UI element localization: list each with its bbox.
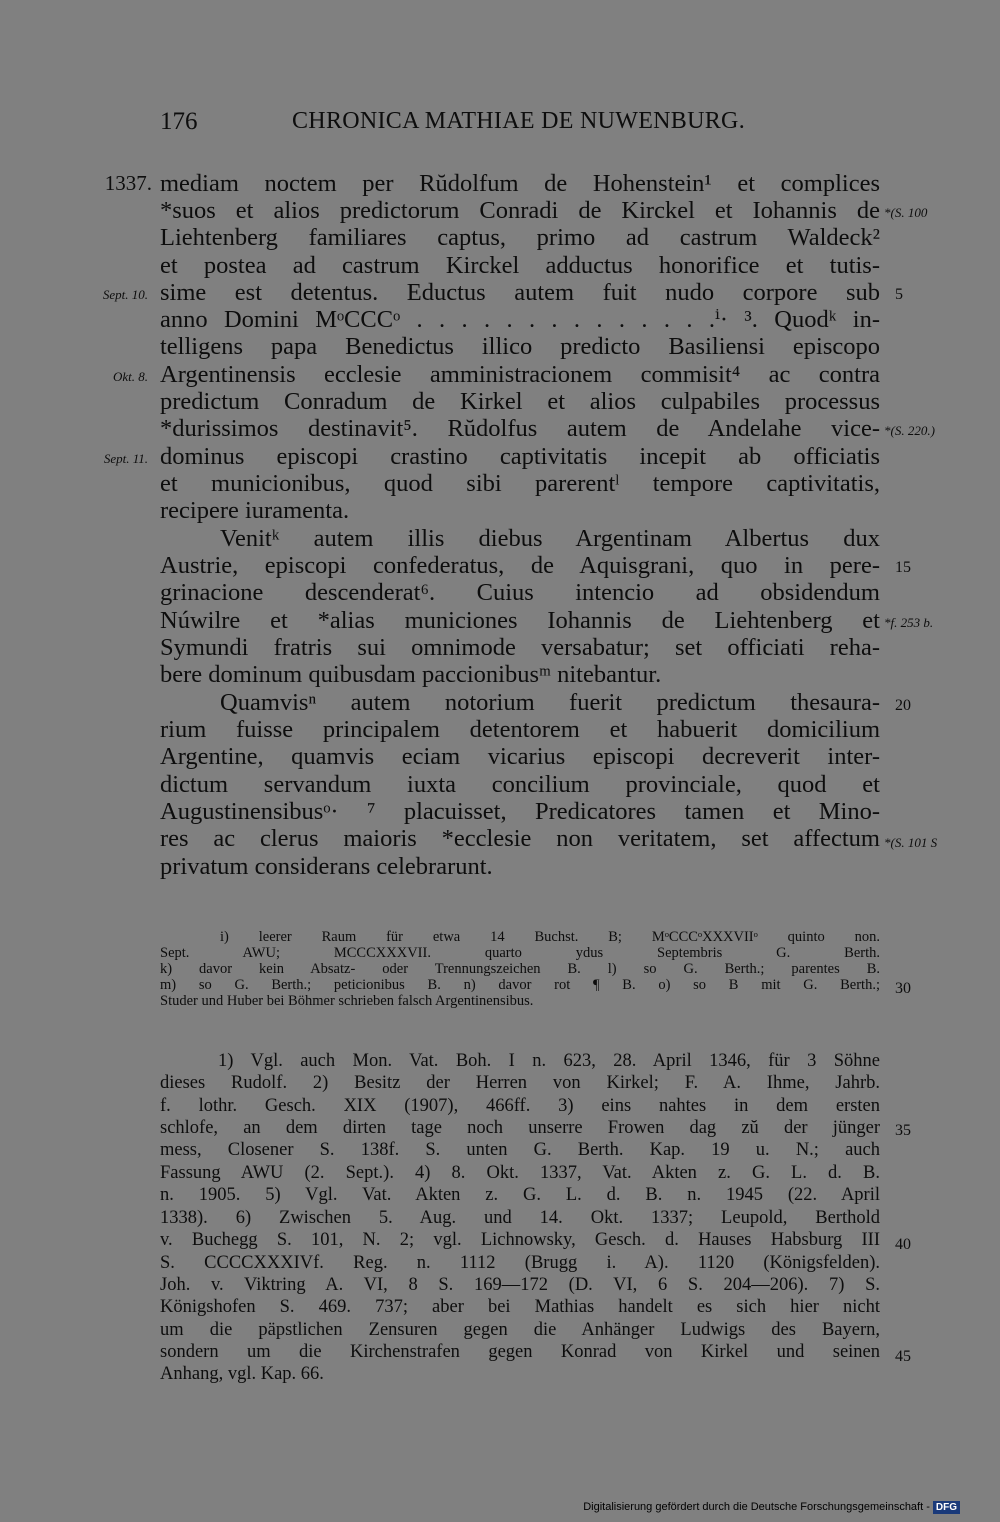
main-text-line: dominus episcopi crastino captivitatis incepit ab officiatis xyxy=(160,443,880,470)
running-header xyxy=(160,108,880,138)
commentary-note-line: sondern um die Kirchenstrafen gegen Konrad von Kirkel und seinen xyxy=(160,1342,880,1362)
main-text-line: bere dominum quibusdam paccionibusᵐ nitebantur. xyxy=(160,661,662,688)
main-text-line: recipere iuramenta. xyxy=(160,497,350,524)
main-text-line: Argentinensis ecclesie amministracionem commisit⁴ ac contra xyxy=(160,361,880,388)
commentary-note-line: Fassung AWU (2. Sept.). 4) 8. Okt. 1337, Vat. Akten z. G. L. d. B. xyxy=(160,1163,880,1183)
line-number: 45 xyxy=(895,1348,911,1365)
line-number: 5 xyxy=(895,286,903,303)
commentary-note-line: mess, Closener S. 138f. S. unten G. Berth. Kap. 19 u. N.; auch xyxy=(160,1140,880,1160)
credit-text: Digitalisierung gefördert durch die Deutsche Forschungsgemeinschaft - xyxy=(583,1501,930,1513)
margin-reference: *(S. 100 xyxy=(884,205,928,220)
main-text-line: predictum Conradum de Kirkel et alios culpabiles processus xyxy=(160,388,880,415)
margin-reference: *(S. 101 S xyxy=(884,835,938,850)
commentary-note-line: Anhang, vgl. Kap. 66. xyxy=(160,1364,324,1384)
commentary-note-line: um die päpstlichen Zensuren gegen die Anhänger Ludwigs des Bayern, xyxy=(160,1320,880,1340)
margin-reference: *(S. 220.) xyxy=(884,423,935,438)
line-number: 35 xyxy=(895,1122,911,1139)
main-text-line: privatum considerans celebrarunt. xyxy=(160,853,493,880)
line-number: 30 xyxy=(895,980,911,997)
main-text-line: Quamvisⁿ autem notorium fuerit predictum thesaura- xyxy=(220,689,880,716)
margin-date: Okt. 8. xyxy=(112,369,148,384)
running-title: CHRONICA MATHIAE DE NUWENBURG. xyxy=(292,108,745,134)
main-text-line: Symundi fratris sui omnimode versabatur; set officiati reha- xyxy=(160,634,880,661)
textual-note-line: Studer und Huber bei Böhmer schrieben falsch Argentinensibus. xyxy=(160,993,534,1009)
main-text-line: res ac clerus maioris *ecclesie non veritatem, set affectum xyxy=(160,825,880,852)
main-text-line: *suos et alios predictorum Conradi de Kirckel et Iohannis de xyxy=(160,197,880,224)
textual-note-line: i) leerer Raum für etwa 14 Buchst. B; MᵒCCCᵒXXXVIIᵒ quinto non. xyxy=(220,929,880,945)
textual-note-line: Sept. AWU; MCCCXXXVII. quarto ydus Septembris G. Berth. xyxy=(160,945,880,961)
commentary-note-line: 1338). 6) Zwischen 5. Aug. und 14. Okt. 1337; Leupold, Berthold xyxy=(160,1208,880,1228)
dfg-logo: DFG xyxy=(933,1501,960,1514)
commentary-note-line: f. lothr. Gesch. XIX (1907), 466ff. 3) eins nahtes in dem ersten xyxy=(160,1096,880,1116)
main-text-line: mediam noctem per Rŭdolfum de Hohenstein¹ et complices xyxy=(160,170,880,197)
main-text-line: et municionibus, quod sibi parerentˡ tempore captivitatis, xyxy=(160,470,880,497)
line-number: 40 xyxy=(895,1236,911,1253)
margin-year: 1337. xyxy=(104,171,152,195)
main-text-line: grinacione descenderat⁶. Cuius intencio ad obsidendum xyxy=(160,579,880,606)
commentary-note-line: n. 1905. 5) Vgl. Vat. Akten z. G. L. d. B. n. 1945 (22. April xyxy=(160,1185,880,1205)
margin-reference: *f. 253 b. xyxy=(884,615,934,630)
main-text-line: Austrie, episcopi confederatus, de Aquisgrani, quo in pere- xyxy=(160,552,880,579)
main-text-line: Augustinensibusᵒ· ⁷ placuisset, Predicatores tamen et Mino- xyxy=(160,798,880,825)
main-text-line: telligens papa Benedictus illico predicto Basiliensi episcopo xyxy=(160,333,880,360)
digitization-credit xyxy=(583,1501,960,1514)
margin-date: Sept. 10. xyxy=(102,287,148,302)
commentary-note-line: dieses Rudolf. 2) Besitz der Herren von Kirkel; F. A. Ihme, Jahrb. xyxy=(160,1073,880,1093)
commentary-note-line: Königshofen S. 469. 737; aber bei Mathias handelt es sich hier nicht xyxy=(160,1297,880,1317)
main-text-line: anno Domini MᵒCCCᵒ . . . . . . . . . . . . . .ⁱ· ³. Quodᵏ in- xyxy=(160,306,880,333)
commentary-note-line: S. CCCCXXXIVf. Reg. n. 1112 (Brugg i. A). 1120 (Königsfelden). xyxy=(160,1253,880,1273)
main-text-line: Liehtenberg familiares captus, primo ad castrum Waldeck² xyxy=(160,224,880,251)
line-number: 20 xyxy=(895,697,911,714)
margin-date: Sept. 11. xyxy=(103,451,148,466)
page-number: 176 xyxy=(160,108,198,135)
main-text-line: rium fuisse principalem detentorem et habuerit domicilium xyxy=(160,716,880,743)
main-text-line: et postea ad castrum Kirckel adductus honorifice et tutis- xyxy=(160,252,880,279)
main-text-line: Núwilre et *alias municiones Iohannis de Liehtenberg et xyxy=(160,607,880,634)
main-text-line: Venitᵏ autem illis diebus Argentinam Albertus dux xyxy=(220,525,880,552)
commentary-note-line: Joh. v. Viktring A. VI, 8 S. 169—172 (D. VI, 6 S. 204—206). 7) S. xyxy=(160,1275,880,1295)
main-text-line: sime est detentus. Eductus autem fuit nudo corpore sub xyxy=(160,279,880,306)
commentary-note-line: 1) Vgl. auch Mon. Vat. Boh. I n. 623, 28. April 1346, für 3 Söhne xyxy=(218,1051,880,1071)
main-text-line: Argentine, quamvis eciam vicarius episcopi decreverit inter- xyxy=(160,743,880,770)
commentary-note-line: v. Buchegg S. 101, N. 2; vgl. Lichnowsky, Gesch. d. Hauses Habsburg III xyxy=(160,1230,880,1250)
textual-note-line: m) so G. Berth.; peticionibus B. n) davor rot ¶ B. o) so B mit G. Berth.; xyxy=(160,977,880,993)
commentary-note-line: schlofe, an dem dirten tage noch unserre Frowen dag zŭ der jünger xyxy=(160,1118,880,1138)
main-text-line: dictum servandum iuxta concilium provinciale, quod et xyxy=(160,771,880,798)
main-text-line: *durissimos destinavit⁵. Rŭdolfus autem de Andelahe vice- xyxy=(160,415,880,442)
line-number: 15 xyxy=(895,559,911,576)
textual-note-line: k) davor kein Absatz- oder Trennungszeichen B. l) so G. Berth.; parentes B. xyxy=(160,961,880,977)
